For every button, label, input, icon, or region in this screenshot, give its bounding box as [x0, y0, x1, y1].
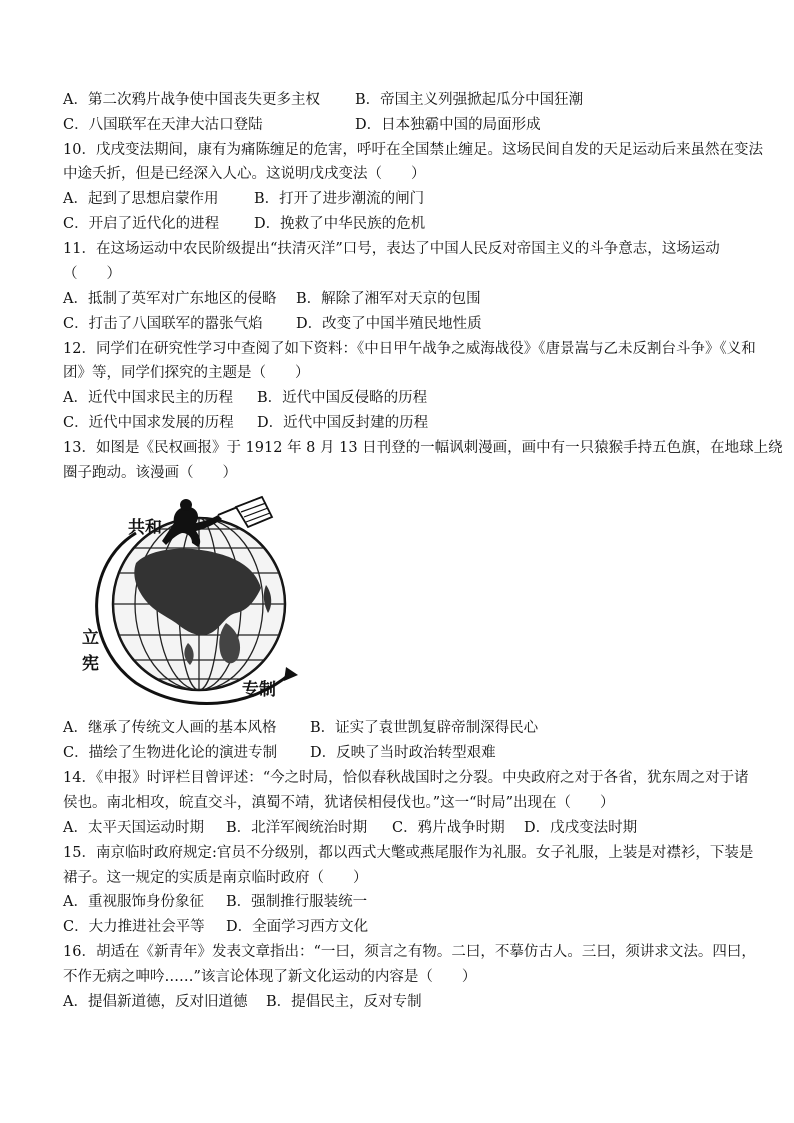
question-11-stem-line-2: （ ） [63, 266, 121, 282]
question-12-option-a: A．近代中国求民主的历程 [63, 390, 233, 406]
figure-label-constitutional-1: 立 [82, 628, 99, 648]
question-15-option-c: C．大力推进社会平等 [63, 919, 205, 935]
question-11-stem-line-1: 11．在这场运动中农民阶级提出“扶清灭洋”口号，表达了中国人民反对帝国主义的斗争意志，这场运动 [63, 241, 720, 257]
question-16-option-a: A．提倡新道德，反对旧道德 [63, 994, 248, 1010]
question-10-stem-line-1: 10．戊戌变法期间，康有为痛陈缠足的危害，呼吁在全国禁止缠足。这场民间自发的天足运动后来虽然在变法 [63, 142, 763, 158]
question-14-option-c: C．鸦片战争时期 [392, 820, 505, 836]
question-12-stem-line-1: 12．同学们在研究性学习中查阅了如下资料：《中日甲午战争之威海战役》《唐景嵩与乙未反割台斗争》《义和 [63, 341, 756, 357]
orbit-arrowhead [284, 667, 298, 681]
question-15-option-b: B．强制推行服装统一 [226, 894, 368, 910]
prev-option-a: A．第二次鸦片战争使中国丧失更多主权 [63, 92, 320, 108]
question-12-option-c: C．近代中国求发展的历程 [63, 415, 234, 431]
cartoon-globe-figure [76, 493, 308, 711]
question-15-stem-line-2: 裙子。这一规定的实质是南京临时政府（ ） [63, 870, 368, 886]
figure-label-republic: 共和 [128, 518, 162, 538]
globe-cartoon-illustration [76, 493, 308, 711]
question-12-option-b: B．近代中国反侵略的历程 [257, 390, 428, 406]
question-15-option-a: A．重视服饰身份象征 [63, 894, 204, 910]
question-15-stem-line-1: 15．南京临时政府规定:官员不分级别，都以西式大氅或燕尾服作为礼服。女子礼服，上装是对襟衫，下装是 [63, 845, 754, 861]
question-12-option-d: D．近代中国反封建的历程 [257, 415, 429, 431]
question-10-option-d: D．挽救了中华民族的危机 [254, 216, 426, 232]
prev-option-d: D．日本独霸中国的局面形成 [355, 117, 541, 133]
question-10-stem-line-2: 中途夭折，但是已经深入人心。这说明戊戌变法（ ） [63, 166, 426, 182]
question-13-option-a: A．继承了传统文人画的基本风格 [63, 720, 277, 736]
question-14-stem-line-2: 侯也。南北相攻，皖直交斗，滇蜀不靖，犹诸侯相侵伐也。”这一“时局”出现在（ ） [63, 795, 615, 811]
question-11-option-c: C．打击了八国联军的嚣张气焰 [63, 316, 263, 332]
question-14-option-b: B．北洋军阀统治时期 [226, 820, 368, 836]
question-13-option-b: B．证实了袁世凯复辟帝制深得民心 [310, 720, 539, 736]
question-14-stem-line-1: 14．《申报》时评栏目曾评述：“今之时局，恰似春秋战国时之分裂。中央政府之对于各省，犹东周之对于诸 [63, 770, 749, 786]
question-16-option-b: B．提倡民主，反对专制 [266, 994, 422, 1010]
question-11-option-b: B．解除了湘军对天京的包围 [296, 291, 481, 307]
question-12-stem-line-2: 团》等，同学们探究的主题是（ ） [63, 365, 310, 381]
question-11-option-d: D．改变了中国半殖民地性质 [296, 316, 482, 332]
figure-label-autocracy: 专制 [242, 680, 276, 700]
figure-label-constitutional-2: 宪 [82, 654, 99, 674]
question-15-option-d: D．全面学习西方文化 [226, 919, 369, 935]
question-10-option-c: C．开启了近代化的进程 [63, 216, 220, 232]
question-14-option-a: A．太平天国运动时期 [63, 820, 204, 836]
prev-option-b: B．帝国主义列强掀起瓜分中国狂潮 [355, 92, 584, 108]
question-14-option-d: D．戊戌变法时期 [524, 820, 638, 836]
question-13-option-c: C．描绘了生物进化论的演进专制 [63, 745, 278, 761]
prev-option-c: C．八国联军在天津大沽口登陆 [63, 117, 263, 133]
question-10-option-b: B．打开了进步潮流的闸门 [254, 191, 425, 207]
question-11-option-a: A．抵制了英军对广东地区的侵略 [63, 291, 277, 307]
question-13-option-d: D．反映了当时政治转型艰难 [310, 745, 496, 761]
question-13-stem-line-2: 圈子跑动。该漫画（ ） [63, 465, 237, 481]
question-13-stem-line-1: 13．如图是《民权画报》于 1912 年 8 月 13 日刊登的一幅讽刺漫画，画中有一只猿猴手持五色旗，在地球上绕 [63, 440, 783, 456]
question-16-stem-line-1: 16．胡适在《新青年》发表文章指出：“一曰，须言之有物。二曰，不摹仿古人。三曰，须讲求文法。四曰， [63, 944, 756, 960]
question-16-stem-line-2: 不作无病之呻吟……”该言论体现了新文化运动的内容是（ ） [63, 969, 477, 985]
question-10-option-a: A．起到了思想启蒙作用 [63, 191, 219, 207]
